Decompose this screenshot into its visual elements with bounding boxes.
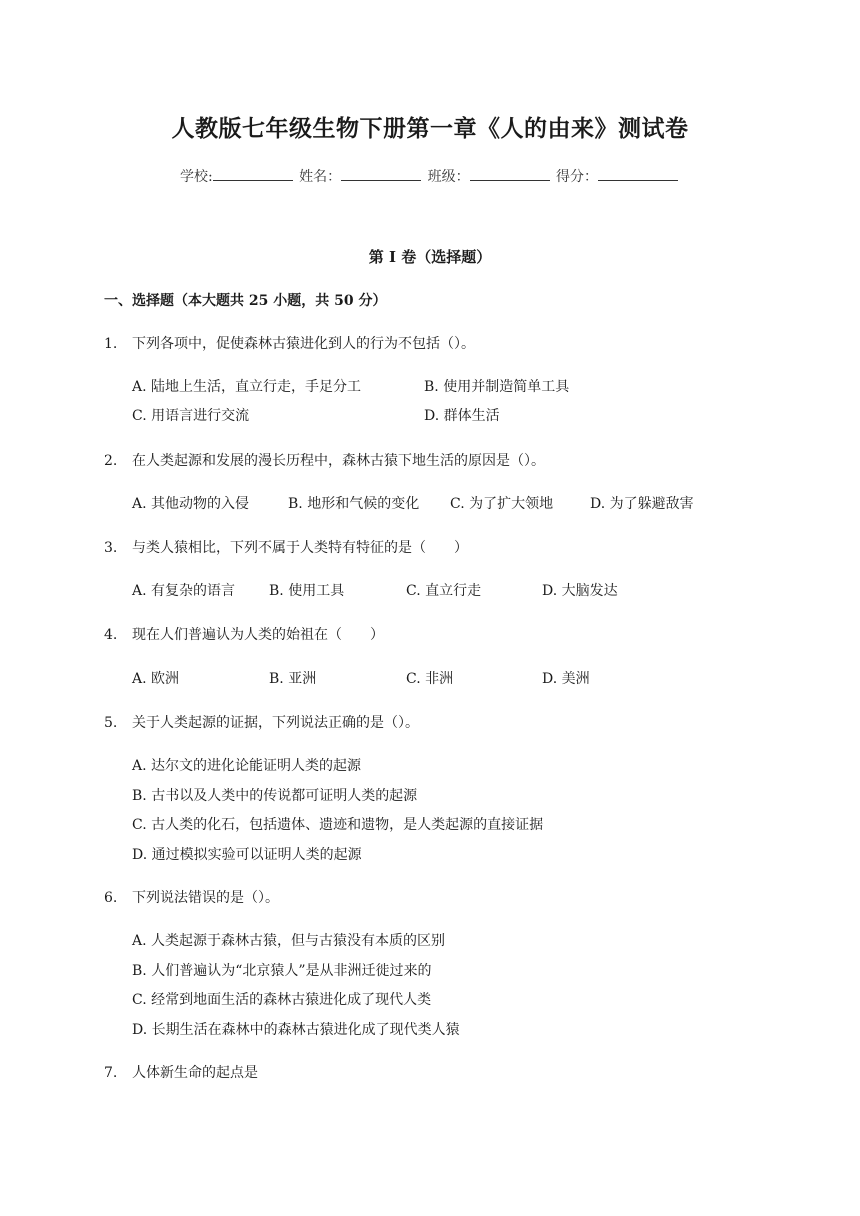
class-label: 班级： [427,169,470,185]
school-blank [213,168,293,181]
option-4a: A. 欧洲 [132,671,180,687]
option-2d: D. 为了躲避敌害 [590,496,694,512]
option-3b: B. 使用工具 [269,583,345,599]
name-blank [341,168,421,181]
option-1a: A. 陆地上生活，直立行走，手足分工 [132,379,362,395]
option-3a: A. 有复杂的语言 [132,583,236,599]
option-2a: A. 其他动物的入侵 [132,496,250,512]
question-text: 与类人猿相比，下列不属于人类特有特征的是（ ） [132,540,468,556]
page-title: 人教版七年级生物下册第一章《人的由来》测试卷 [171,115,689,142]
option-4b: B. 亚洲 [269,671,317,687]
score-blank [598,168,678,181]
name-label: 姓名： [299,169,342,185]
question-5 [104,712,419,732]
option-6a: A. 人类起源于森林古猿，但与古猿没有本质的区别 [132,933,446,949]
question-number: 4. [104,627,118,643]
question-text: 在人类起源和发展的漫长历程中，森林古猿下地生活的原因是（）。 [132,453,545,469]
question-number: 7. [104,1065,118,1081]
score-label: 得分： [556,169,599,185]
option-4c: C. 非洲 [406,671,454,687]
option-3c: C. 直立行走 [406,583,482,599]
question-text: 下列说法错误的是（）。 [132,890,279,906]
student-info-line [0,166,860,186]
question-text: 人体新生命的起点是 [132,1065,258,1081]
question-7 [104,1062,258,1082]
question-2 [104,450,545,470]
option-3d: D. 大脑发达 [542,583,618,599]
class-blank [470,168,550,181]
question-number: 1. [104,336,118,352]
option-5a: A. 达尔文的进化论能证明人类的起源 [132,758,362,774]
question-text: 现在人们普遍认为人类的始祖在（ ） [132,627,384,643]
question-number: 6. [104,890,118,906]
option-5d: D. 通过模拟实验可以证明人类的起源 [132,847,362,863]
option-5c: C. 古人类的化石，包括遗体、遗迹和遗物，是人类起源的直接证据 [132,817,544,833]
question-3 [104,537,468,557]
option-5b: B. 古书以及人类中的传说都可证明人类的起源 [132,788,418,804]
option-1d: D. 群体生活 [424,408,500,424]
option-2b: B. 地形和气候的变化 [288,496,420,512]
question-number: 5. [104,715,118,731]
question-text: 下列各项中，促使森林古猿进化到人的行为不包括（）。 [132,336,475,352]
question-text: 关于人类起源的证据，下列说法正确的是（）。 [132,715,419,731]
question-4 [104,624,384,644]
option-6b: B. 人们普遍认为“北京猿人”是从非洲迁徙过来的 [132,963,432,979]
question-number: 3. [104,540,118,556]
question-1 [104,333,475,353]
volume-title: 第 I 卷（选择题） [368,248,492,266]
section-header: 一、选择题（本大题共 25 小题，共 50 分） [104,293,387,309]
option-1b: B. 使用并制造简单工具 [424,379,570,395]
option-6d: D. 长期生活在森林中的森林古猿进化成了现代类人猿 [132,1022,460,1038]
option-1c: C. 用语言进行交流 [132,408,250,424]
question-number: 2. [104,453,118,469]
option-2c: C. 为了扩大领地 [450,496,554,512]
option-6c: C. 经常到地面生活的森林古猿进化成了现代人类 [132,992,432,1008]
question-6 [104,887,279,907]
school-label: 学校: [179,169,213,185]
option-4d: D. 美洲 [542,671,590,687]
